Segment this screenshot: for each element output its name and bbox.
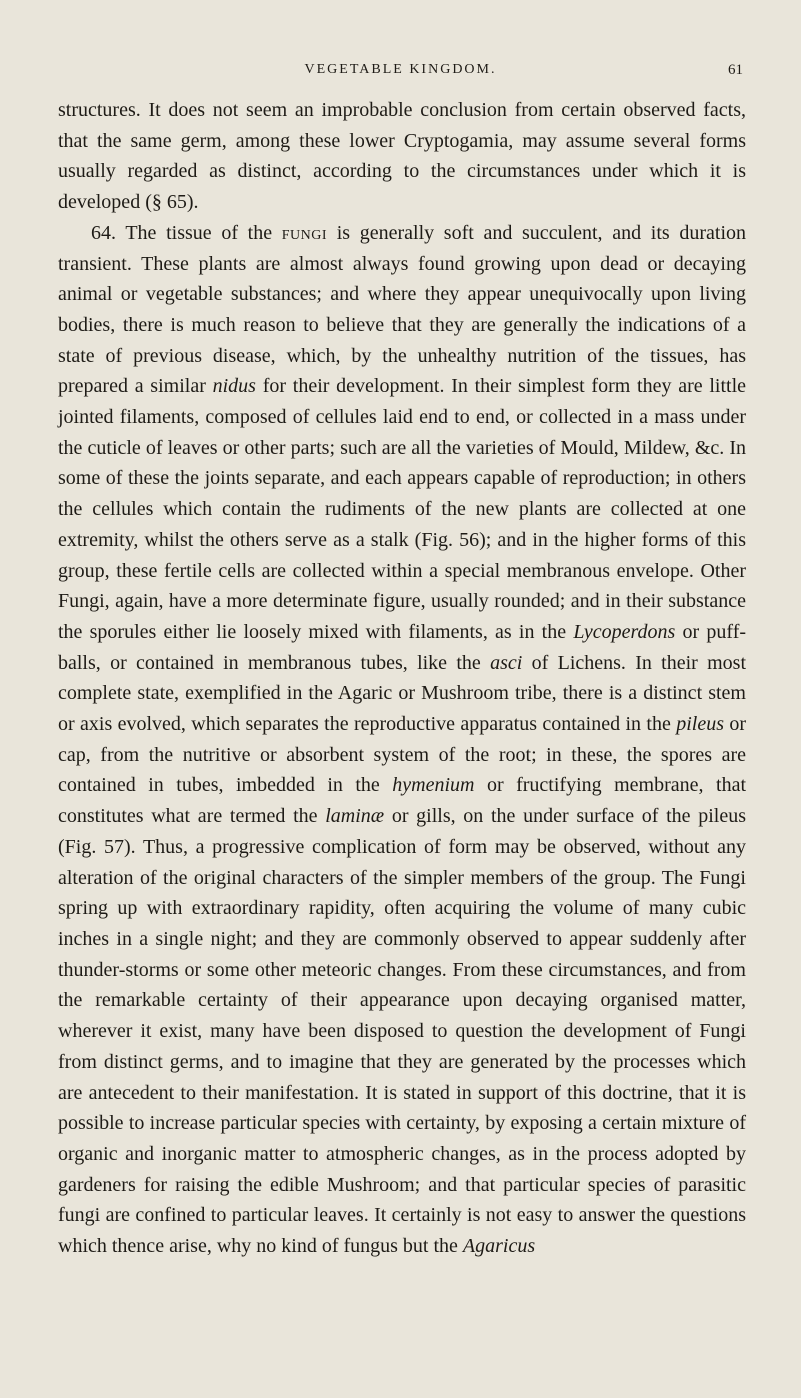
- italic-term: asci: [490, 651, 523, 674]
- body-text: [58, 95, 746, 1262]
- paragraph-text: or puff-balls, or contained in membranous tubes, like the: [58, 620, 747, 674]
- small-caps-term: fungi: [281, 221, 328, 244]
- italic-term: pileus: [676, 713, 724, 736]
- paragraph-text: is generally soft and succulent, and its duration transient. These plants are almost always found growing upon dead or decaying animal or vegetable substances; and where they appear unequivocally upon living bodies, there is much reason to believe that they are generally the indications of a state of previous disease, which, by the unhealthy nutrition of the tissues, has prepared a similar: [58, 221, 746, 398]
- italic-term: hymenium: [392, 774, 475, 797]
- paragraph-text: or cap, from the nutritive or absorbent system of the root; in these, the spores are contained in tubes, imbedded in the: [58, 713, 747, 797]
- paragraph-text: for their development. In their simplest form they are little jointed filaments, composed of cellules laid end to end, or collected in a mass under the cuticle of leaves or other parts; such are all the varieties of Mould, Mildew, &c. In some of these the joints separate, and each appears capable of reproduction; in others the cellules which contain the rudiments of the new plants are collected at one extremity, whilst the others serve as a stalk (Fig. 56); and in the higher forms of this group, these fertile cells are collected within a special membranous envelope. Other Fungi, again, have a more determinate figure, usually rounded; and in their substance the sporules either lie loosely mixed with filaments, as in the: [58, 375, 747, 643]
- paragraph-text: of Lichens. In their most complete state, exemplified in the Agaric or Mushroom tribe, there is a distinct stem or axis evolved, which separates the reproductive apparatus contained in the: [58, 651, 747, 736]
- italic-term: Lycoperdons: [573, 620, 676, 643]
- italic-term: laminæ: [325, 805, 385, 828]
- paragraph-text: or gills, on the under surface of the pileus (Fig. 57). Thus, a progressive complication of form may be observed, without any alteration of the original characters of the simpler members of the group. The Fungi spring up with extraordinary rapidity, often acquiring the volume of many cubic inches in a single night; and they are commonly observed to appear suddenly after thunder-storms or some other meteoric changes. From these circumstances, and from the remarkable certainty of their appearance upon decaying organised matter, wherever it exist, many have been disposed to question the development of Fungi from distinct germs, and to imagine that they are generated by the processes which are antecedent to their manifestation. It is stated in support of this doctrine, that it is possible to increase particular species with certainty, by exposing a certain mixture of organic and inorganic matter to atmospheric changes, as in the process adopted by gardeners for raising the edible Mushroom; and that particular species of parasitic fungi are confined to particular leaves. It certainly is not easy to answer the questions which thence arise, why no kind of fungus but the: [58, 805, 746, 1258]
- italic-term: Agaricus: [462, 1235, 536, 1258]
- section-number: 64.: [91, 221, 117, 244]
- page-number: 61: [728, 62, 743, 78]
- italic-term: nidus: [212, 375, 256, 398]
- paragraph-text: or fructifying membrane, that constitutes what are termed the: [58, 774, 746, 828]
- paragraph-text: structures. It does not seem an improbable conclusion from certain observed facts, that the same germ, among these lower Cryptogamia, may assume several forms usually regarded as distinct, according to the circumstances under which it is developed (§ 65).: [58, 99, 746, 214]
- paragraph-continued: [58, 95, 746, 218]
- paragraph-text: The tissue of the: [125, 221, 273, 244]
- running-title: VEGETABLE KINGDOM.: [304, 62, 497, 77]
- paragraph-64: [58, 218, 746, 1262]
- running-head: [0, 62, 801, 82]
